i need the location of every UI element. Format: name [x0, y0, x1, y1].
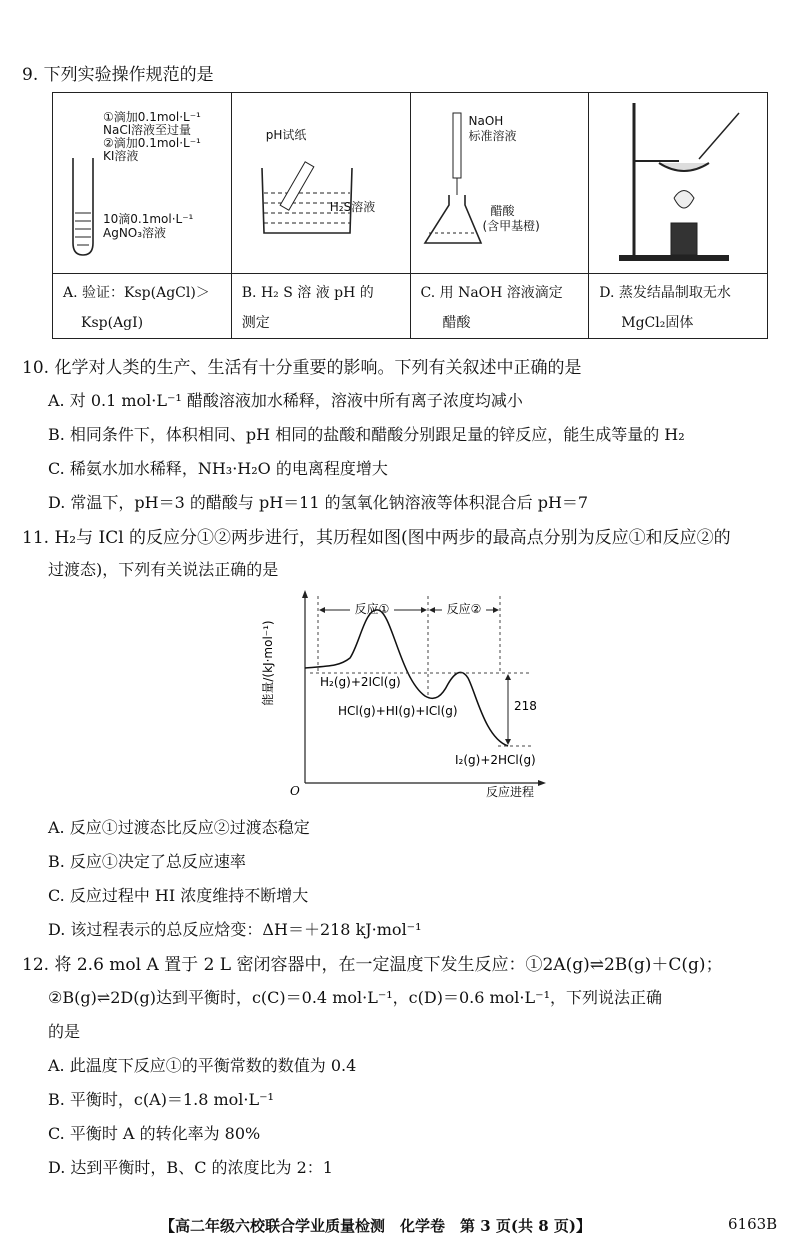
fig-a-label: AgNO₃溶液 — [103, 226, 167, 240]
q12-option-c: C. 平衡时 A 的转化率为 80% — [48, 1124, 261, 1143]
q11-stem: 11. H₂与 ICl 的反应分①②两步进行，其历程如图(图中两步的最高点分别为反应①和反应②的 — [22, 528, 731, 548]
paper-code: 6163B — [728, 1215, 778, 1233]
fig-a-label: 10滴0.1mol·L⁻¹ — [103, 212, 194, 226]
page-footer: 【高二年级六校联合学业质量检测 化学卷 第 3 页(共 8 页)】 — [160, 1217, 591, 1235]
caption-line: Ksp(AgI) — [81, 315, 144, 331]
mid-label: HCl(g)+HI(g)+ICl(g) — [338, 704, 458, 718]
q11-option-c: C. 反应过程中 HI 浓度维持不断增大 — [48, 886, 309, 905]
indicator-label: (含甲基橙) — [482, 219, 540, 233]
stage-2-label: 反应② — [446, 602, 482, 616]
stage-1-label: 反应① — [354, 602, 390, 616]
end-label: I₂(g)+2HCl(g) — [455, 753, 536, 767]
origin-label: O — [290, 784, 300, 798]
q10-option-a: A. 对 0.1 mol·L⁻¹ 醋酸溶液加水稀释，溶液中所有离子浓度均减小 — [48, 391, 523, 410]
h2s-label: H₂S溶液 — [329, 200, 376, 214]
y-axis-label: 能量/(kJ·mol⁻¹) — [261, 620, 275, 706]
fig-a-label: ②滴加0.1mol·L⁻¹ — [103, 136, 201, 150]
option-d-caption — [589, 274, 768, 339]
option-b-caption — [231, 274, 410, 339]
option-a-caption — [53, 274, 232, 339]
delta-label: 218 — [514, 699, 537, 713]
q9-table — [52, 92, 768, 339]
q12-option-b: B. 平衡时，c(A)＝1.8 mol·L⁻¹ — [48, 1090, 274, 1109]
caption-line: D. 蒸发结晶制取无水 — [599, 285, 731, 301]
naoh-label: NaOH — [468, 114, 504, 128]
beaker-figure — [232, 93, 410, 271]
q9-stem: 9. 下列实验操作规范的是 — [22, 65, 214, 85]
q12-option-d: D. 达到平衡时，B、C 的浓度比为 2：1 — [48, 1158, 333, 1177]
energy-diagram — [250, 588, 550, 803]
ph-paper-label: pH试纸 — [265, 128, 307, 142]
acid-label: 醋酸 — [490, 204, 515, 218]
fig-a-cell — [53, 93, 232, 274]
q12-option-a: A. 此温度下反应①的平衡常数的数值为 0.4 — [48, 1056, 357, 1075]
q10-stem: 10. 化学对人类的生产、生活有十分重要的影响。下列有关叙述中正确的是 — [22, 358, 582, 378]
fig-d-cell — [589, 93, 768, 274]
fig-a-label: NaCl溶液至过量 — [103, 123, 192, 137]
q11-option-a: A. 反应①过渡态比反应②过渡态稳定 — [48, 818, 310, 837]
q12-stem: 12. 将 2.6 mol A 置于 2 L 密闭容器中，在一定温度下发生反应：①2A(g)⇌2B(g)＋C(g)； — [22, 955, 723, 975]
caption-line: MgCl₂固体 — [621, 315, 694, 331]
caption-line: 醋酸 — [442, 315, 471, 331]
q11-stem-cont: 过渡态)，下列有关说法正确的是 — [48, 560, 279, 579]
std-solution-label: 标准溶液 — [468, 129, 517, 143]
q10-option-c: C. 稀氨水加水稀释，NH₃·H₂O 的电离程度增大 — [48, 459, 388, 478]
q11-option-b: B. 反应①决定了总反应速率 — [48, 852, 246, 871]
caption-line: B. H₂ S 溶 液 pH 的 — [241, 285, 374, 301]
fig-a-label: ①滴加0.1mol·L⁻¹ — [103, 110, 201, 124]
fig-b-cell — [231, 93, 410, 274]
evaporation-figure — [589, 93, 767, 271]
q12-stem-cont: 的是 — [48, 1022, 81, 1041]
option-c-caption — [410, 274, 589, 339]
fig-c-cell — [410, 93, 589, 274]
fig-a-label: KI溶液 — [103, 149, 139, 163]
x-axis-label: 反应进程 — [485, 785, 535, 799]
caption-line: A. 验证：Ksp(AgCl)＞ — [63, 285, 210, 301]
caption-line: C. 用 NaOH 溶液滴定 — [420, 285, 563, 301]
q11-option-d: D. 该过程表示的总反应焓变：ΔH＝＋218 kJ·mol⁻¹ — [48, 920, 422, 939]
start-label: H₂(g)+2ICl(g) — [320, 675, 401, 689]
q12-stem-cont: ②B(g)⇌2D(g)达到平衡时，c(C)＝0.4 mol·L⁻¹，c(D)＝0.6 mol·L⁻¹，下列说法正确 — [48, 988, 662, 1007]
q10-option-d: D. 常温下，pH＝3 的醋酸与 pH＝11 的氢氧化钠溶液等体积混合后 pH＝7 — [48, 493, 589, 512]
caption-line: 测定 — [241, 315, 270, 331]
q10-option-b: B. 相同条件下，体积相同、pH 相同的盐酸和醋酸分别跟足量的锌反应，能生成等量的 H₂ — [48, 425, 685, 444]
